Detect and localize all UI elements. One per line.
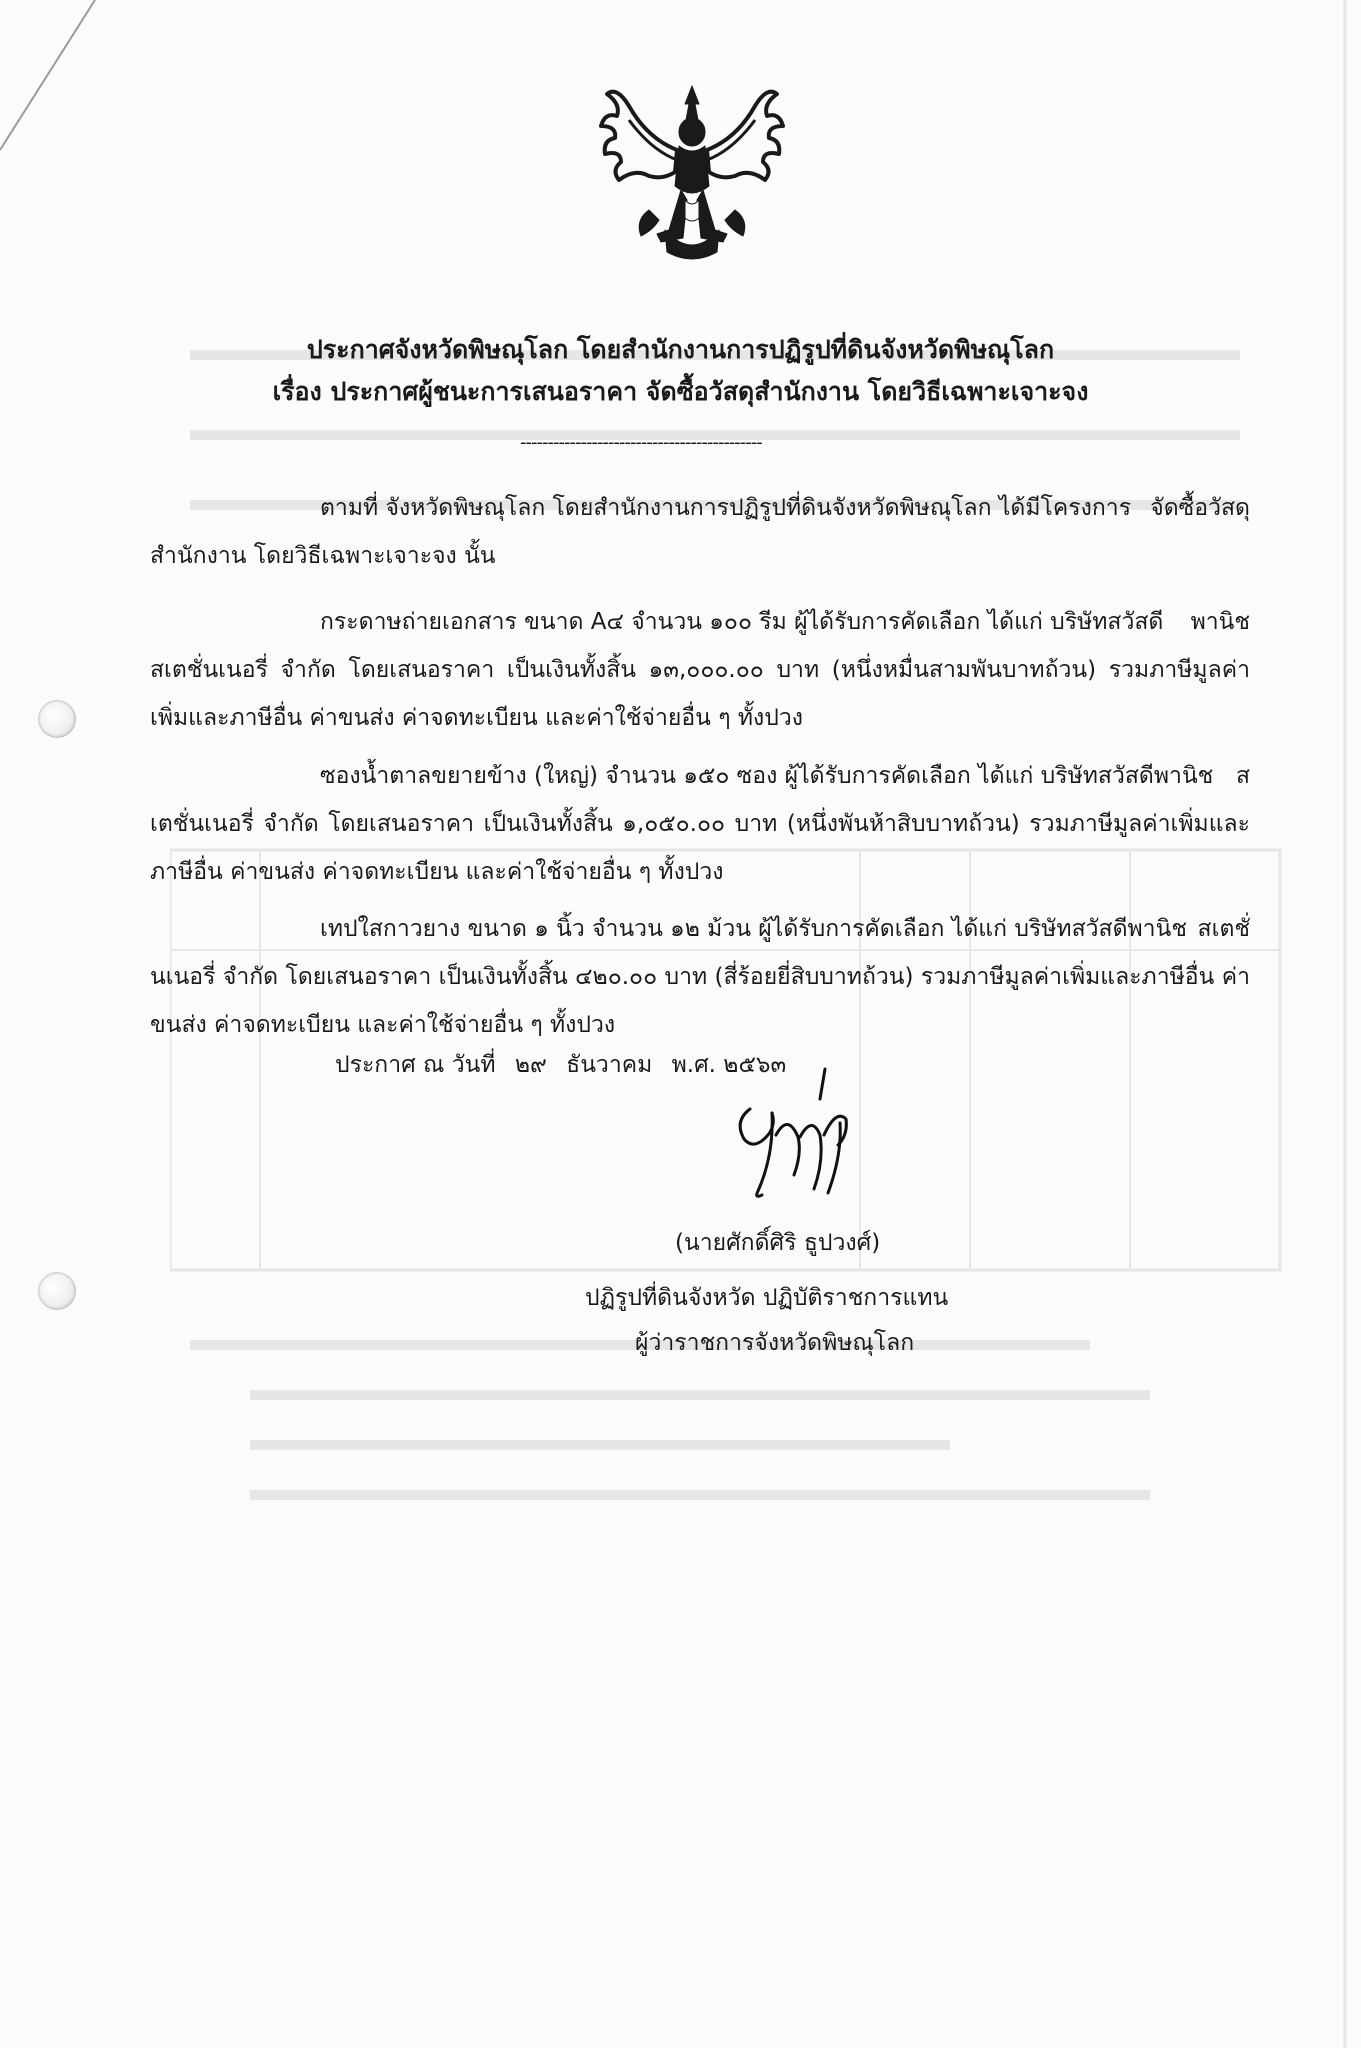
item-paragraph-1 xyxy=(150,598,1250,742)
item-1-first-line: กระดาษถ่ายเอกสาร ขนาด A๔ จำนวน ๑๐๐ รีม ผู้ได้รับการคัดเลือก ได้แก่ บริษัทสวัสดี xyxy=(320,609,1164,635)
punch-hole-top xyxy=(38,700,76,738)
item-3-rest: สเตชั่นเนอรี่ จำกัด โดยเสนอราคา เป็นเงินทั้งสิ้น ๔๒๐.๐๐ บาท (สี่ร้อยยี่สิบบาทถ้วน) รวมภาษีมูลค่าเพิ่มและภาษีอื่น ค่าขนส่ง ค่าจดทะเบียน และค่าใช้จ่ายอื่น ๆ ทั้งปวง xyxy=(150,916,1250,1038)
signatory-position-2: ผู้ว่าราชการจังหวัดพิษณุโลก xyxy=(635,1330,915,1356)
date-month: ธันวาคม xyxy=(566,1052,653,1078)
signatory-name: (นายศักดิ์ศิริ ธูปวงศ์) xyxy=(675,1230,881,1256)
title-divider: -------------------------------------------- xyxy=(520,432,762,453)
item-1-rest: พานิช สเตชั่นเนอรี่ จำกัด โดยเสนอราคา เป็นเงินทั้งสิ้น ๑๓,๐๐๐.๐๐ บาท (หนึ่งหมื่นสามพันบาทถ้วน) รวมภาษีมูลค่าเพิ่มและภาษีอื่น ค่าขนส่ง ค่าจดทะเบียน และค่าใช้จ่ายอื่น ๆ ทั้งปวง xyxy=(150,609,1250,731)
intro-paragraph xyxy=(150,484,1250,580)
date-prefix: ประกาศ ณ วันที่ xyxy=(335,1052,496,1078)
item-3-first-line: เทปใสกาวยาง ขนาด ๑ นิ้ว จำนวน ๑๒ ม้วน ผู้ได้รับการคัดเลือก ได้แก่ บริษัทสวัสดีพานิช xyxy=(320,916,1187,942)
announcement-title: ประกาศจังหวัดพิษณุโลก โดยสำนักงานการปฏิรูปที่ดินจังหวัดพิษณุโลก xyxy=(306,335,1055,364)
intro-rest: จัดซื้อวัสดุสำนักงาน โดยวิธีเฉพาะเจาะจง นั้น xyxy=(150,495,1250,569)
item-paragraph-3 xyxy=(150,905,1250,1049)
item-2-first-line: ซองน้ำตาลขยายข้าง (ใหญ่) จำนวน ๑๕๐ ซอง ผู้ได้รับการคัดเลือก ได้แก่ บริษัทสวัสดีพานิช xyxy=(320,763,1214,789)
intro-first-line: ตามที่ จังหวัดพิษณุโลก โดยสำนักงานการปฏิรูปที่ดินจังหวัดพิษณุโลก ได้มีโครงการ xyxy=(320,495,1132,521)
punch-hole-bottom xyxy=(38,1272,76,1310)
garuda-emblem-icon xyxy=(595,80,790,270)
date-year: พ.ศ. ๒๕๖๓ xyxy=(671,1052,787,1078)
signatory-position-1: ปฏิรูปที่ดินจังหวัด ปฏิบัติราชการแทน xyxy=(585,1285,949,1311)
handwritten-signature xyxy=(728,1065,858,1215)
announcement-date xyxy=(335,1047,786,1083)
item-paragraph-2 xyxy=(150,752,1250,896)
announcement-subject: เรื่อง ประกาศผู้ชนะการเสนอราคา จัดซื้อวัสดุสำนักงาน โดยวิธีเฉพาะเจาะจง xyxy=(272,377,1089,406)
date-day: ๒๙ xyxy=(514,1052,547,1078)
item-2-rest: สเตชั่นเนอรี่ จำกัด โดยเสนอราคา เป็นเงินทั้งสิ้น ๑,๐๕๐.๐๐ บาท (หนึ่งพันห้าสิบบาทถ้วน) รวมภาษีมูลค่าเพิ่มและภาษีอื่น ค่าขนส่ง ค่าจดทะเบียน และค่าใช้จ่ายอื่น ๆ ทั้งปวง xyxy=(150,763,1250,885)
